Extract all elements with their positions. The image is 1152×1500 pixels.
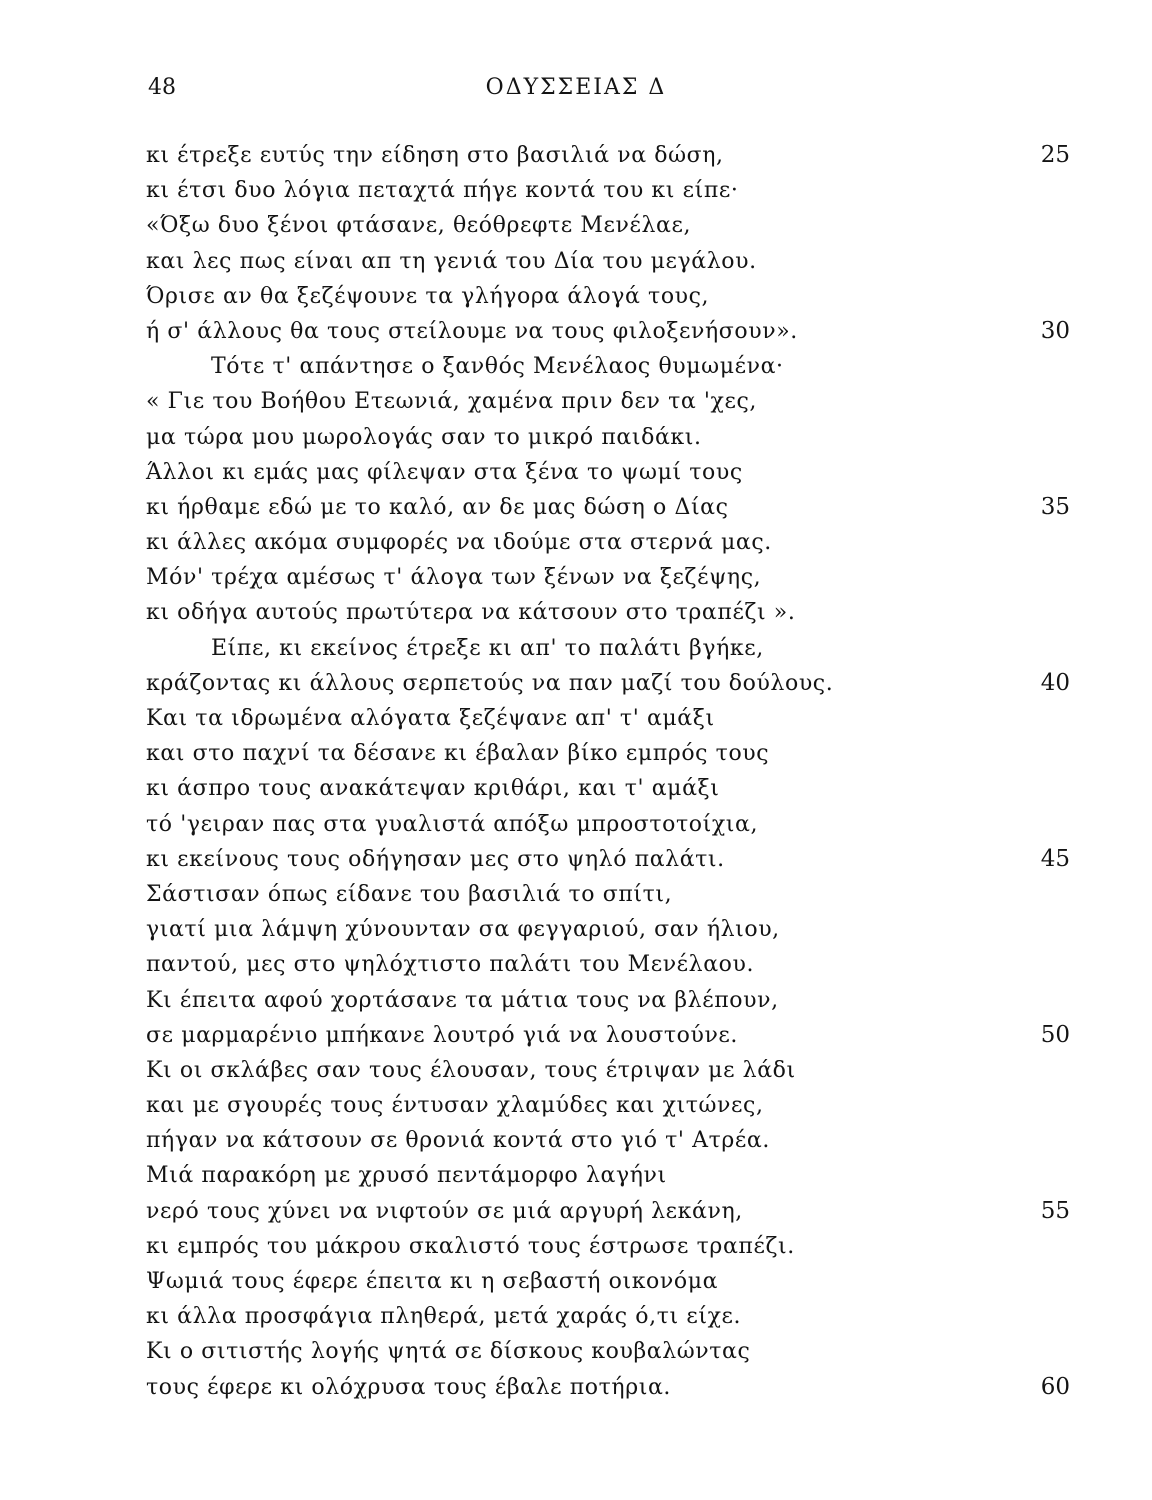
verse-text: κι έτσι δυο λόγια πεταχτά πήγε κοντά του κι είπε· (146, 178, 739, 204)
verse-line (0, 983, 1152, 1018)
verse-line (0, 420, 1152, 455)
verse-text: και με σγουρές τους έντυσαν χλαμύδες και χιτώνες, (146, 1093, 764, 1119)
page-number: 48 (148, 75, 176, 100)
verse-text: «Όξω δυο ξένοι φτάσανε, θεόθρεφτε Μενέλαε, (146, 213, 692, 239)
verse-text: Τότε τ' απάντησε ο ξανθός Μενέλαος θυμωμένα· (211, 354, 784, 380)
verse-line (0, 947, 1152, 982)
verse-text: κι οδήγα αυτούς πρωτύτερα να κάτσουν στο τραπέζι ». (146, 600, 796, 626)
verse-line (0, 736, 1152, 771)
verse-text: σε μαρμαρένιο μπήκανε λουτρό γιά να λουστούνε. (146, 1022, 739, 1048)
verse-text: Κι έπειτα αφού χορτάσανε τα μάτια τους να βλέπουν, (146, 987, 779, 1013)
verse-line (0, 455, 1152, 490)
verse-line (0, 1053, 1152, 1088)
verse-text: Είπε, κι εκείνος έτρεξε κι απ' το παλάτι βγήκε, (211, 635, 764, 661)
line-number: 35 (1040, 493, 1070, 520)
verse-line (0, 314, 1152, 349)
verse-line (0, 912, 1152, 947)
verse-text: κι άλλα προσφάγια πληθερά, μετά χαράς ό,τι είχε. (146, 1304, 742, 1330)
verse-line (0, 1229, 1152, 1264)
verse-text: κι εμπρός του μάκρου σκαλιστό τους έστρωσε τραπέζι. (146, 1233, 795, 1259)
verse-text: κι άσπρο τους ανακάτεψαν κριθάρι, και τ' αμάξι (146, 776, 720, 802)
verse-line (0, 208, 1152, 243)
verse-text: Ψωμιά τους έφερε έπειτα κι η σεβαστή οικονόμα (146, 1269, 719, 1294)
verse-line (0, 244, 1152, 279)
verse-text: παντού, μες στο ψηλόχτιστο παλάτι του Μενέλαου. (146, 952, 755, 978)
verse-line (0, 279, 1152, 314)
verse-line (0, 1194, 1152, 1229)
verse-line (0, 1018, 1152, 1053)
verse-line (0, 384, 1152, 419)
verse-line (0, 1370, 1152, 1405)
line-number: 40 (1040, 669, 1070, 696)
verse-line (0, 771, 1152, 806)
verse-line (0, 1334, 1152, 1369)
verse-text: Σάστισαν όπως είδανε του βασιλιά το σπίτι, (146, 881, 673, 907)
verse-text: κι έτρεξε ευτύς την είδηση στο βασιλιά να δώση, (146, 143, 724, 168)
verse-line (0, 525, 1152, 560)
verse-line (0, 842, 1152, 877)
verse-line (0, 349, 1152, 384)
verse-text: και στο παχνί τα δέσανε κι έβαλαν βίκο εμπρός τους (146, 741, 770, 767)
line-number: 30 (1040, 317, 1070, 344)
verse-line (0, 631, 1152, 666)
verse-block (0, 138, 1152, 1405)
line-number: 60 (1040, 1373, 1070, 1400)
verse-text: Άλλοι κι εμάς μας φίλεψαν στα ξένα το ψωμί τους (146, 459, 743, 485)
verse-line (0, 1264, 1152, 1299)
verse-text: ή σ' άλλους θα τους στείλουμε να τους φιλοξενήσουν». (146, 318, 798, 344)
verse-text: Όρισε αν θα ξεζέψουνε τα γλήγορα άλογά τους, (146, 283, 710, 309)
verse-text: Και τα ιδρωμένα αλόγατα ξεζέψανε απ' τ' αμάξι (146, 706, 715, 731)
verse-line (0, 595, 1152, 630)
verse-text: κράζοντας κι άλλους σερπετούς να παν μαζί του δούλους. (146, 670, 834, 696)
verse-line (0, 560, 1152, 595)
verse-text: πήγαν να κάτσουν σε θρονιά κοντά στο γιό τ' Ατρέα. (146, 1128, 770, 1154)
line-number: 50 (1040, 1021, 1070, 1048)
verse-text: γιατί μια λάμψη χύνουνταν σα φεγγαριού, σαν ήλιου, (146, 917, 780, 943)
line-number: 45 (1040, 845, 1070, 872)
verse-text: Μιά παρακόρη με χρυσό πεντάμορφο λαγήνι (146, 1163, 667, 1189)
verse-text: τό 'γειραν πας στα γυαλιστά απόξω μπροστοτοίχια, (146, 811, 759, 837)
verse-line (0, 701, 1152, 736)
verse-text: Μόν' τρέχα αμέσως τ' άλογα των ξένων να ξεζέψης, (146, 565, 762, 591)
verse-text: κι εκείνους τους οδήγησαν μες στο ψηλό παλάτι. (146, 846, 725, 872)
line-number: 25 (1040, 142, 1070, 168)
verse-line (0, 490, 1152, 525)
verse-line (0, 1088, 1152, 1123)
verse-text: νερό τους χύνει να νιφτούν σε μιά αργυρή λεκάνη, (146, 1198, 743, 1224)
verse-text: μα τώρα μου μωρολογάς σαν το μικρό παιδάκι. (146, 424, 702, 450)
verse-line (0, 173, 1152, 208)
verse-text: Κι ο σιτιστής λογής ψητά σε δίσκους κουβαλώντας (146, 1339, 751, 1365)
verse-text: κι ήρθαμε εδώ με το καλό, αν δε μας δώση ο Δίας (146, 494, 729, 520)
verse-line (0, 1158, 1152, 1193)
verse-line (0, 138, 1152, 173)
verse-line (0, 1299, 1152, 1334)
line-number: 55 (1040, 1197, 1070, 1224)
verse-line (0, 666, 1152, 701)
verse-line (0, 877, 1152, 912)
verse-text: κι άλλες ακόμα συμφορές να ιδούμε στα στερνά μας. (146, 530, 772, 556)
verse-text: Κι οι σκλάβες σαν τους έλουσαν, τους έτριψαν με λάδι (146, 1057, 796, 1083)
verse-line (0, 1123, 1152, 1158)
verse-text: και λες πως είναι απ τη γενιά του Δία του μεγάλου. (146, 248, 757, 274)
verse-text: τους έφερε κι ολόχρυσα τους έβαλε ποτήρια. (146, 1374, 672, 1400)
running-title: ΟΔΥΣΣΕΙΑΣ Δ (485, 75, 667, 100)
verse-text: « Γιε του Βοήθου Ετεωνιά, χαμένα πριν δεν τα 'χες, (146, 389, 757, 415)
verse-line (0, 807, 1152, 842)
